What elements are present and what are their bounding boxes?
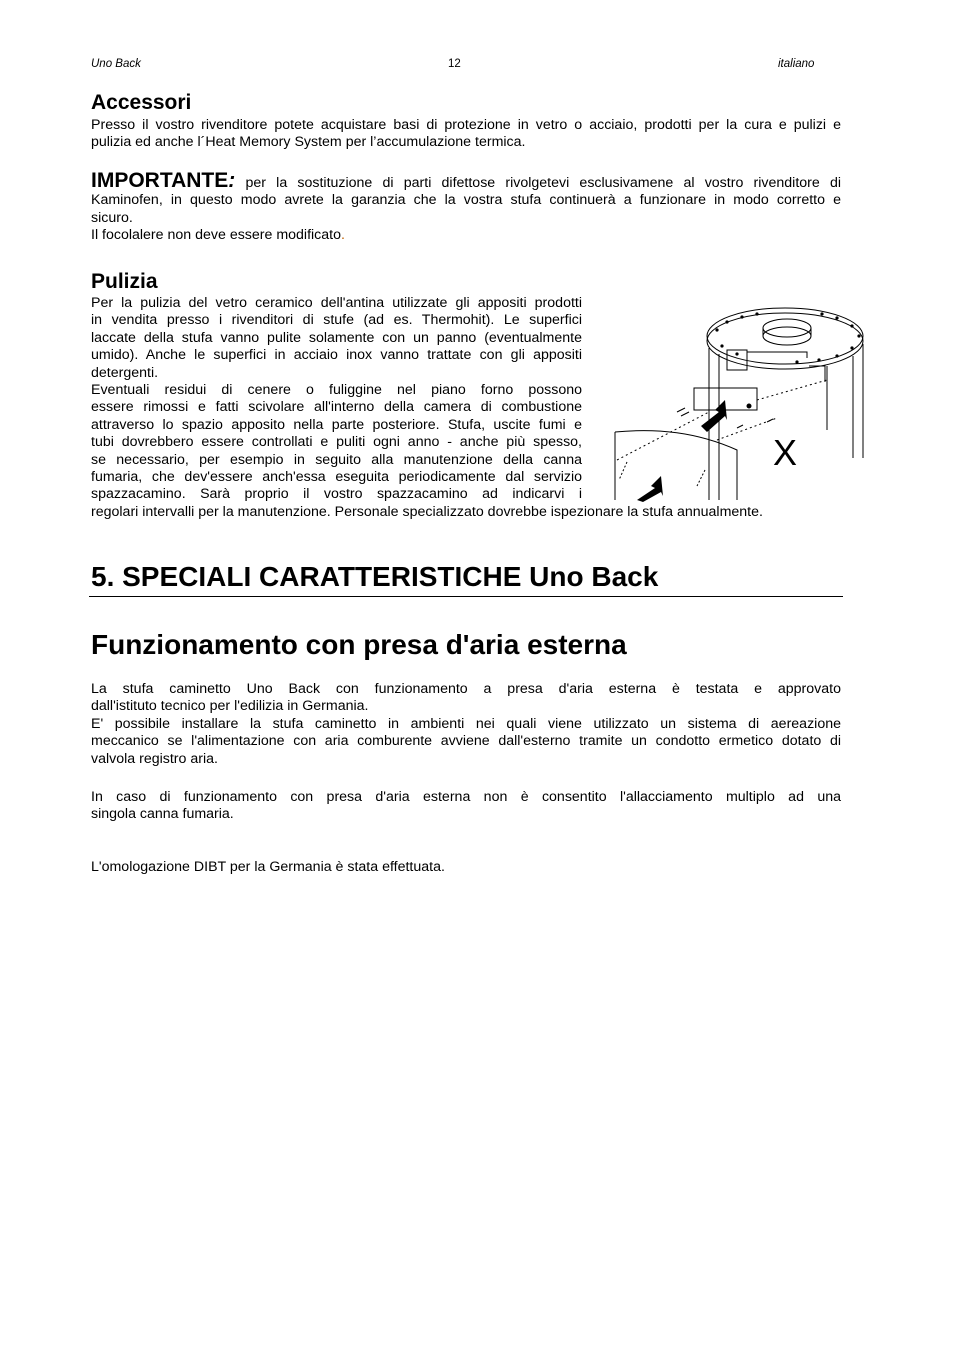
funzionamento-paragraph-1 xyxy=(91,681,841,768)
pulizia-line: tubi dovrebbero essere controllati e puliti ogni anno - anche più spesso, xyxy=(91,434,582,451)
importante-line-4 xyxy=(91,227,841,244)
funzionamento-p1-line-4: meccanico se l'alimentazione con aria comburente avviene dall'esterno tramite un condotto ermetico dotato di xyxy=(91,733,841,750)
figure-label-x: X xyxy=(773,432,798,473)
inner-rail-right xyxy=(809,366,825,382)
pulizia-last-paragraph xyxy=(91,504,841,521)
inner-rail xyxy=(747,352,807,358)
funzionamento-p2-line-1: In caso di funzionamento con presa d'aria esterna non è consentito l'allacciamento multiplo ad una xyxy=(91,789,841,805)
section5-rule xyxy=(89,596,843,597)
page-number: 12 xyxy=(448,58,461,70)
importante-paragraph xyxy=(91,169,841,245)
stove-top-plate-edge xyxy=(707,313,863,369)
importante-colon: : xyxy=(228,169,236,192)
importante-line-4-end: . xyxy=(341,227,345,244)
pulizia-line: essere rimossi e fatti scivolare all'interno della camera di combustione xyxy=(91,399,582,416)
importante-line-3: sicuro. xyxy=(91,209,133,226)
funzionamento-p1-line-1: La stufa caminetto Uno Back con funzionamento a presa d'aria esterna è testata e approvato xyxy=(91,681,841,697)
pulizia-line: detergenti. xyxy=(91,364,159,381)
funzionamento-p3: L'omologazione DIBT per la Germania è stata effettuata. xyxy=(91,859,445,875)
arrow-icon xyxy=(701,400,727,432)
funzionamento-p1-line-3: E' possibile installare la stufa caminetto in ambienti nei quali viene utilizzato un sistema di aereazione xyxy=(91,715,841,732)
funzionamento-paragraph-3 xyxy=(91,859,841,876)
plate-screw xyxy=(747,404,751,408)
funzionamento-p2-line-2: singola canna fumaria. xyxy=(91,806,234,823)
pulizia-line: laccate della stufa vanno pulite solamente con un panno (eventualmente xyxy=(91,329,582,346)
arrow-icon xyxy=(637,476,663,502)
pulizia-line: Per la pulizia del vetro ceramico dell'antina utilizzate gli appositi prodotti xyxy=(91,295,582,311)
header-left: Uno Back xyxy=(91,58,141,70)
funzionamento-p1-line-2: dall'istituto tecnico per l'edilizia in Germania. xyxy=(91,698,369,715)
section5-title: 5. SPECIALI CARATTERISTICHE Uno Back xyxy=(91,561,659,592)
accessori-line-1: Presso il vostro rivenditore potete acquistare basi di protezione in vetro o acciaio, prodotti per la cura e pulizi e xyxy=(91,117,841,133)
stove-top-plate xyxy=(707,308,863,364)
funzionamento-title: Funzionamento con presa d'aria esterna xyxy=(91,629,627,660)
flue-collar xyxy=(763,319,811,337)
pulizia-line: spazzacamino. Sarà proprio il vostro spazzacamino ad indicarvi i xyxy=(91,486,582,503)
pulizia-paragraph xyxy=(91,295,582,504)
flue-collar-bottom xyxy=(763,327,811,345)
stove-body-sides xyxy=(709,344,863,500)
funzionamento-paragraph-2 xyxy=(91,789,841,824)
stove-illustration xyxy=(597,300,869,502)
importante-line-2: Kaminofen, in questo modo avrete la garanzia che la vostra stufa continuerà a funzionare in modo corretto e xyxy=(91,192,841,209)
header-right: italiano xyxy=(778,58,815,70)
pulizia-line: se necessario, per esempio in seguito alla manutenzione della canna xyxy=(91,451,582,468)
pulizia-line: umido). Anche le superfici in acciaio inox vanno trattate con gli appositi xyxy=(91,347,582,364)
accessori-title: Accessori xyxy=(91,91,192,114)
importante-line-4-text: Il focolalere non deve essere modificato xyxy=(91,227,341,244)
importante-line-1 xyxy=(91,169,841,192)
funzionamento-p1-line-5: valvola registro aria. xyxy=(91,750,218,767)
pulizia-line: in vendita presso i rivenditori di stufe (ad es. Thermohit). Le superfici xyxy=(91,312,582,329)
pulizia-line: fumaria, che dev'essere anch'essa eseguita periodicamente dal servizio xyxy=(91,469,582,486)
importante-line-1-text: per la sostituzione di parti difettose rivolgetevi esclusivamene al vostro rivenditore di xyxy=(235,175,841,191)
accessori-line-2: pulizia ed anche l´Heat Memory System per l’accumulazione termica. xyxy=(91,134,526,151)
accessori-paragraph xyxy=(91,117,841,152)
pulizia-last-line: regolari intervalli per la manutenzione. Personale specializzato dovrebbe ispezionare la stufa annualmente. xyxy=(91,504,763,520)
importante-title: IMPORTANTE xyxy=(91,169,229,192)
panel-screw-guides xyxy=(619,462,705,486)
pulizia-line: attraverso lo spazio apposito nella parte posteriore. Stufa, uscite fumi e xyxy=(91,416,582,433)
pulizia-line: Eventuali residui di cenere o fuliggine nel piano forno possono xyxy=(91,382,582,399)
pulizia-title: Pulizia xyxy=(91,270,158,293)
